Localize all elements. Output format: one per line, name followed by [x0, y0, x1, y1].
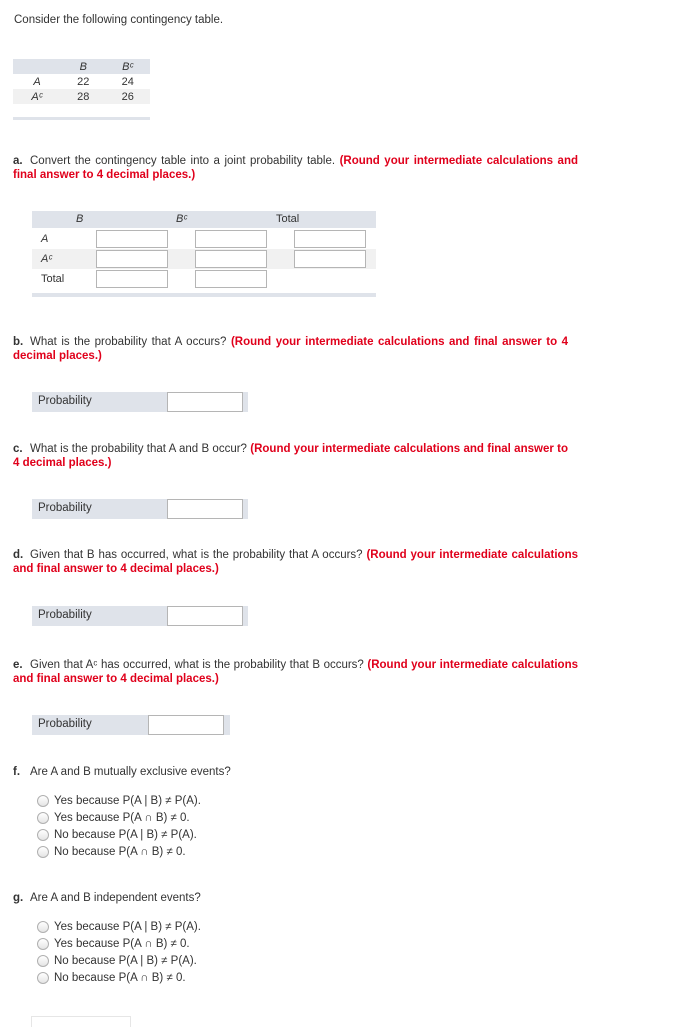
question-letter: f. [13, 766, 21, 778]
table-row [13, 89, 150, 104]
joint-row-label-total: Total [41, 273, 65, 285]
col-header-b: B [79, 60, 87, 73]
probability-label: Probability [38, 502, 92, 514]
option-label: No because P(A | B) ≠ P(A). [54, 955, 197, 967]
table-bottom-rule [13, 117, 150, 120]
rounding-hint: (Round your intermediate calculations and final answer to 4 decimal places.) [13, 336, 568, 362]
row-label-a: A [33, 75, 41, 88]
cell-a-bc: 24 [121, 75, 134, 88]
question-a [13, 154, 578, 182]
question-text: What is the probability that A occurs? [30, 336, 227, 348]
option-label: No because P(A ∩ B) ≠ 0. [54, 846, 186, 858]
next-section-box [31, 1016, 131, 1027]
rounding-hint: (Round your intermediate calculations and final answer to 4 decimal places.) [13, 659, 579, 685]
question-text: Convert the contingency table into a joint probability table. [30, 155, 336, 167]
question-letter: b. [13, 336, 24, 348]
probability-row-d [32, 606, 248, 626]
probability-row-b [32, 392, 248, 412]
option-label: No because P(A | B) ≠ P(A). [54, 829, 197, 841]
input-a-bc[interactable] [195, 230, 267, 248]
question-letter: g. [13, 892, 24, 904]
cell-ac-bc: 26 [121, 90, 134, 103]
input-total-b[interactable] [96, 270, 168, 288]
cell-ac-b: 28 [77, 90, 90, 103]
joint-row-a [32, 229, 376, 249]
input-a-total[interactable] [294, 230, 366, 248]
radio-button[interactable] [37, 812, 49, 824]
contingency-header-row [13, 59, 150, 74]
question-text: Are A and B independent events? [30, 892, 201, 904]
question-b [13, 335, 568, 363]
joint-row-total [32, 269, 376, 289]
question-text: Given that B has occurred, what is the probability that A occurs? [30, 549, 363, 561]
radio-button[interactable] [37, 795, 49, 807]
radio-button[interactable] [37, 829, 49, 841]
probability-row-e [32, 715, 230, 735]
rounding-hint: (Round your intermediate calculations and final answer to 4 decimal places.) [13, 549, 578, 575]
probability-input-b[interactable] [167, 392, 243, 412]
joint-row-ac [32, 249, 376, 269]
probability-input-d[interactable] [167, 606, 243, 626]
corner-cell [13, 59, 61, 74]
question-g [13, 891, 578, 905]
input-a-b[interactable] [96, 230, 168, 248]
radio-button[interactable] [37, 921, 49, 933]
question-letter: c. [13, 443, 23, 455]
joint-row-label-ac: Aᶜ [41, 253, 53, 265]
probability-label: Probability [38, 609, 92, 621]
question-letter: a. [13, 155, 23, 167]
probability-label: Probability [38, 395, 92, 407]
radio-button[interactable] [37, 955, 49, 967]
question-text: What is the probability that A and B occur? [30, 443, 247, 455]
probability-input-c[interactable] [167, 499, 243, 519]
question-c [13, 442, 568, 470]
cell-a-b: 22 [77, 75, 90, 88]
option-label: Yes because P(A | B) ≠ P(A). [54, 795, 201, 807]
rounding-hint: (Round your intermediate calculations and final answer to 4 decimal places.) [13, 443, 568, 469]
joint-table-header [32, 211, 376, 228]
radio-button[interactable] [37, 972, 49, 984]
col-header-bc: Bᶜ [122, 60, 134, 73]
question-f [13, 765, 578, 779]
joint-col-header-bc: Bᶜ [176, 213, 188, 225]
table-row [13, 74, 150, 89]
row-label-ac: Aᶜ [31, 90, 43, 103]
question-text: Are A and B mutually exclusive events? [30, 766, 231, 778]
probability-row-c [32, 499, 248, 519]
option-label: No because P(A ∩ B) ≠ 0. [54, 972, 186, 984]
joint-col-header-b: B [76, 213, 84, 225]
question-letter: d. [13, 549, 24, 561]
radio-button[interactable] [37, 846, 49, 858]
contingency-table [13, 59, 150, 104]
question-text: Given that Aᶜ has occurred, what is the probability that B occurs? [30, 659, 364, 671]
input-total-bc[interactable] [195, 270, 267, 288]
question-d [13, 548, 578, 576]
question-e [13, 658, 578, 686]
probability-input-e[interactable] [148, 715, 224, 735]
joint-col-header-total: Total [276, 213, 300, 225]
radio-button[interactable] [37, 938, 49, 950]
question-letter: e. [13, 659, 23, 671]
input-ac-b[interactable] [96, 250, 168, 268]
option-label: Yes because P(A | B) ≠ P(A). [54, 921, 201, 933]
option-label: Yes because P(A ∩ B) ≠ 0. [54, 812, 190, 824]
joint-row-label-a: A [41, 233, 49, 245]
intro-text: Consider the following contingency table. [14, 14, 224, 26]
joint-table-bottom-rule [32, 293, 376, 297]
input-ac-total[interactable] [294, 250, 366, 268]
input-ac-bc[interactable] [195, 250, 267, 268]
option-label: Yes because P(A ∩ B) ≠ 0. [54, 938, 190, 950]
rounding-hint: (Round your intermediate calculations and final answer to 4 decimal places.) [13, 155, 578, 181]
probability-label: Probability [38, 718, 92, 730]
